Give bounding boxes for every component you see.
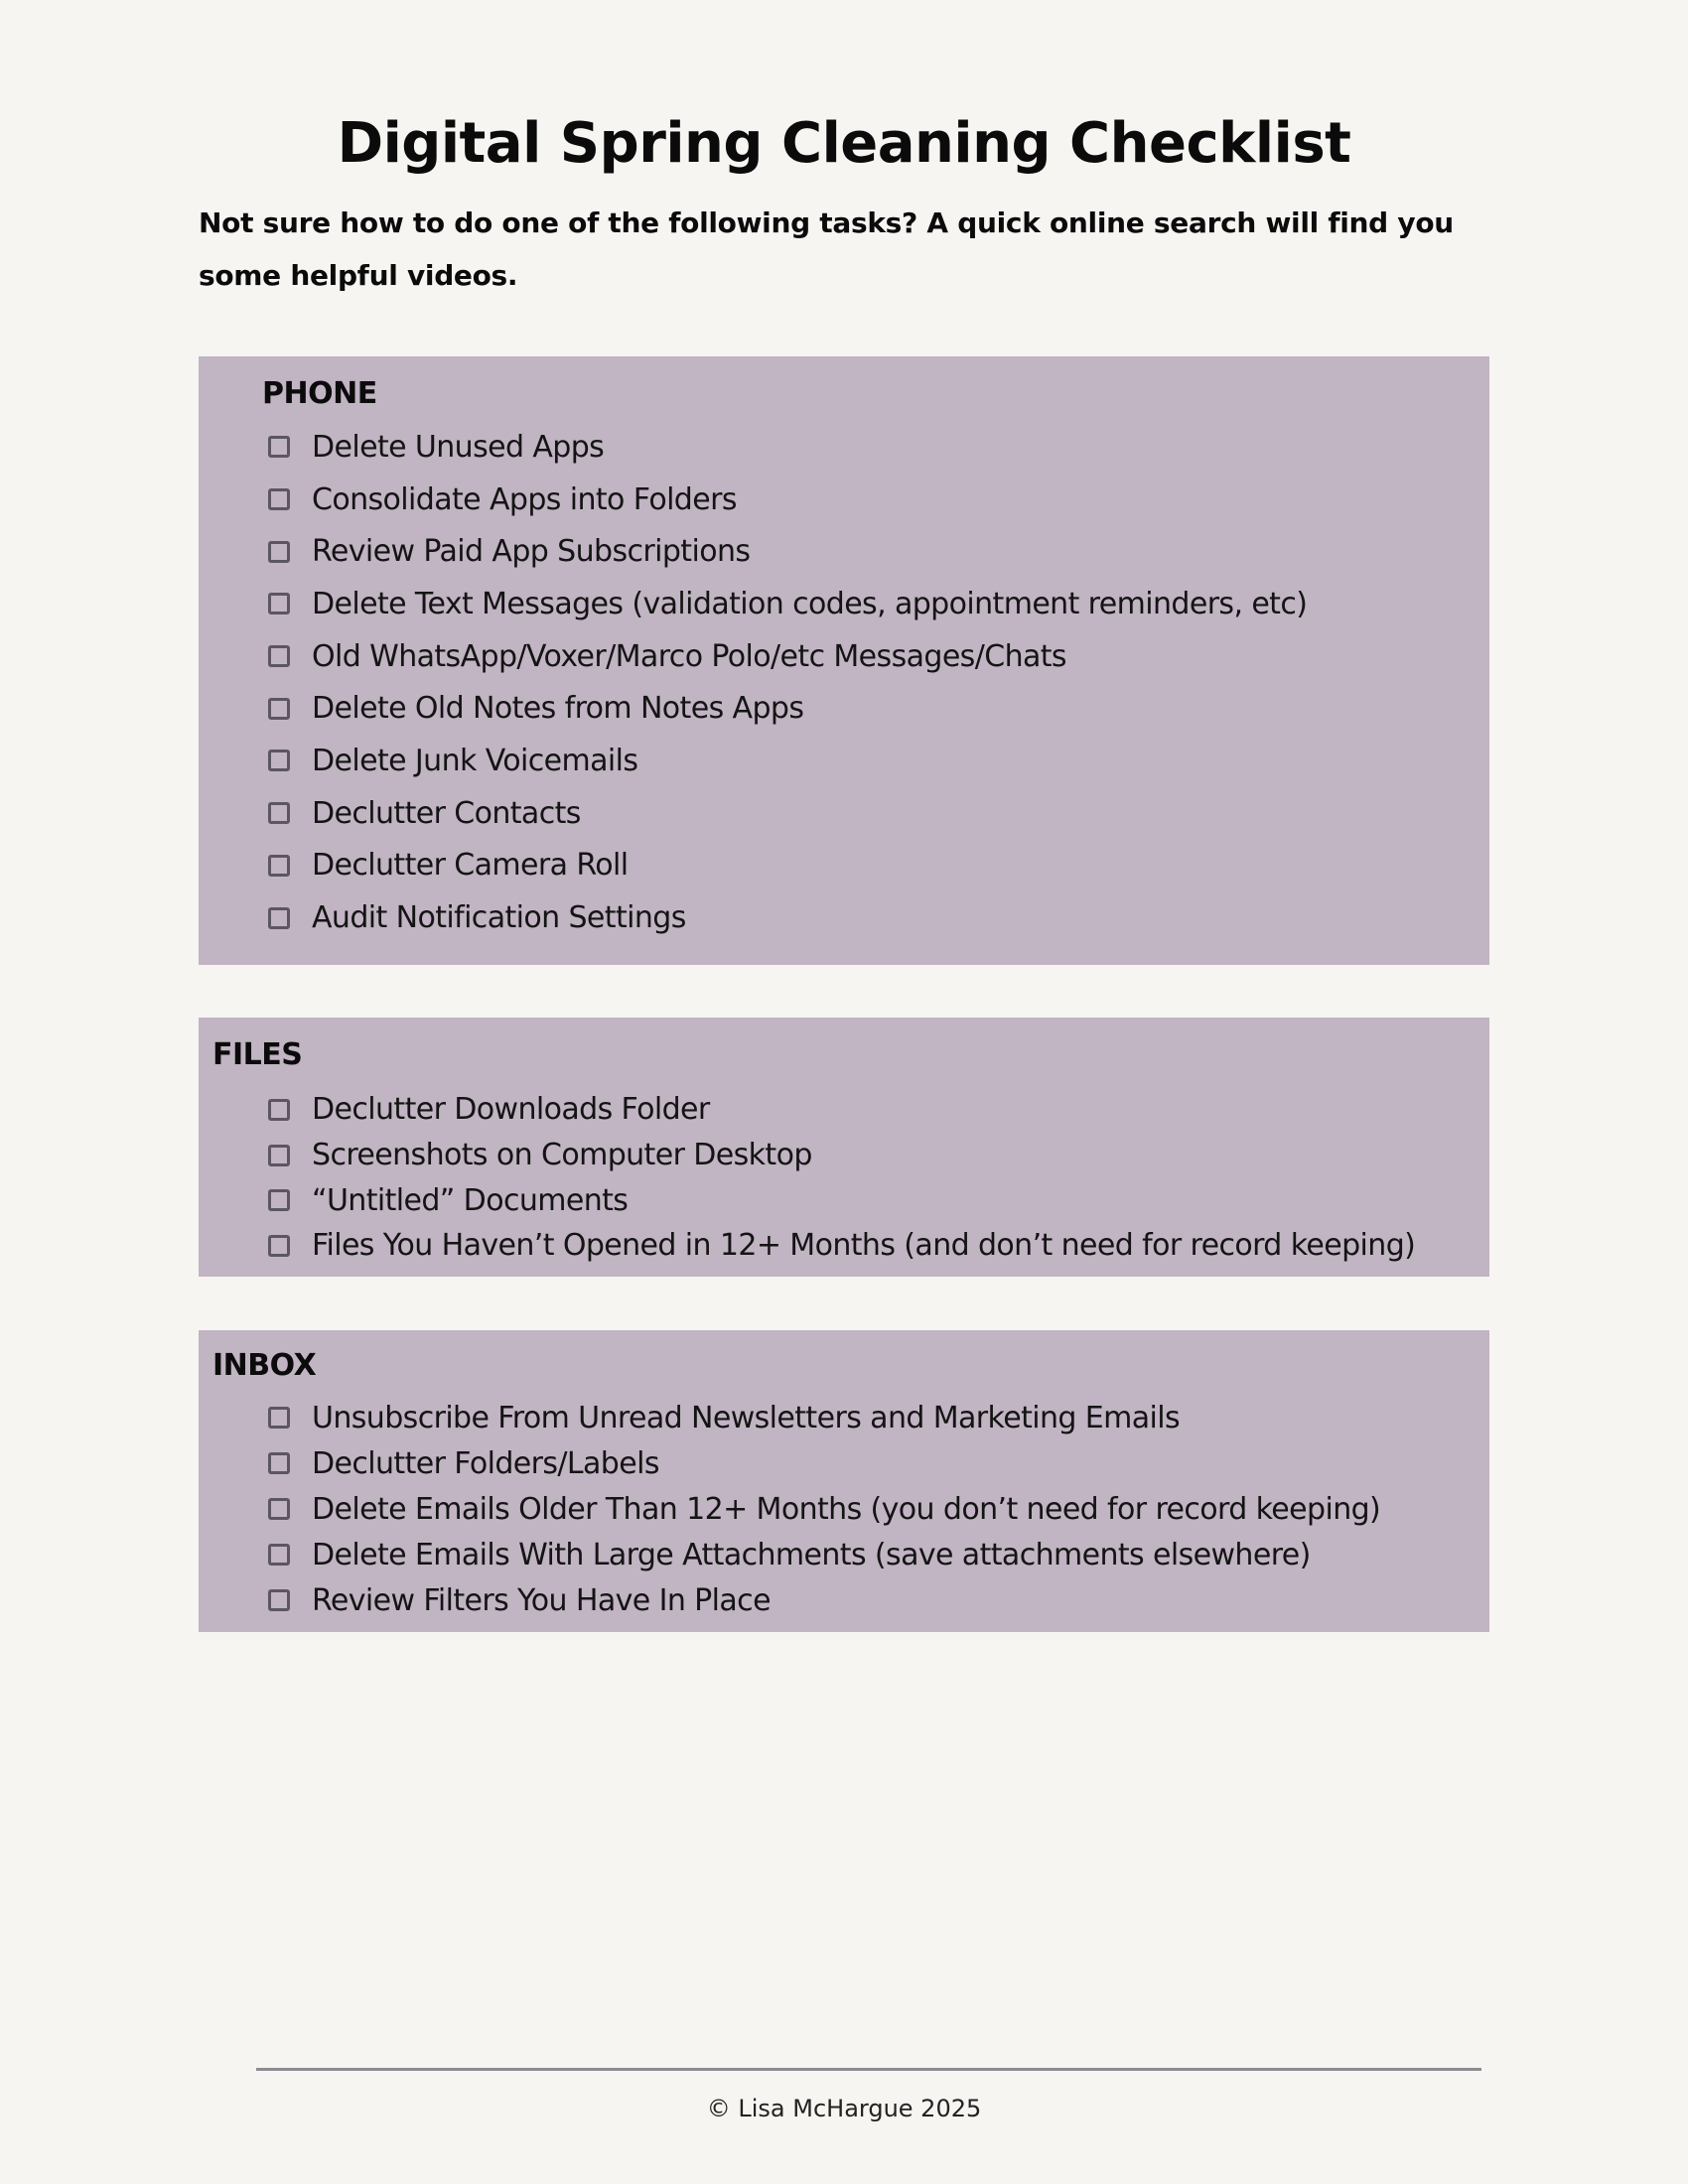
checkbox[interactable] xyxy=(268,488,290,510)
checklist-item-label: Old WhatsApp/Voxer/Marco Polo/etc Messages/Chats xyxy=(312,638,1066,674)
checkbox[interactable] xyxy=(268,1145,290,1166)
checklist-item xyxy=(268,840,1307,892)
checklist-item xyxy=(268,1486,1380,1532)
checklist-item xyxy=(268,1395,1380,1440)
checklist-item-label: Delete Text Messages (validation codes, appointment reminders, etc) xyxy=(312,586,1308,621)
checklist-item xyxy=(268,787,1307,840)
checklist-item xyxy=(268,1177,1415,1223)
checklist-phone xyxy=(268,421,1307,944)
checklist-item-label: Declutter Downloads Folder xyxy=(312,1092,710,1128)
checklist-item-label: Delete Junk Voicemails xyxy=(312,743,638,778)
checkbox[interactable] xyxy=(268,436,290,458)
checkbox[interactable] xyxy=(268,1407,290,1429)
checklist-item xyxy=(268,1440,1380,1486)
checkbox[interactable] xyxy=(268,1099,290,1121)
checkbox[interactable] xyxy=(268,1498,290,1520)
checkbox[interactable] xyxy=(268,802,290,824)
section-files xyxy=(199,1018,1489,1277)
checklist-item-label: Review Filters You Have In Place xyxy=(312,1582,771,1618)
checkbox[interactable] xyxy=(268,1589,290,1611)
checklist-item xyxy=(268,1223,1415,1269)
checklist-item-label: Declutter Folders/Labels xyxy=(312,1445,659,1481)
checkbox[interactable] xyxy=(268,1189,290,1211)
checklist-item-label: Files You Haven’t Opened in 12+ Months (and don’t need for record keeping) xyxy=(312,1228,1416,1264)
section-heading: PHONE xyxy=(262,376,377,411)
checklist-item xyxy=(268,421,1307,474)
checklist-item-label: Delete Emails Older Than 12+ Months (you don’t need for record keeping) xyxy=(312,1491,1381,1527)
checkbox[interactable] xyxy=(268,541,290,563)
checklist-item-label: Review Paid App Subscriptions xyxy=(312,534,751,570)
checklist-item xyxy=(268,891,1307,944)
page-title: Digital Spring Cleaning Checklist xyxy=(337,111,1351,176)
footer-copyright: © Lisa McHargue 2025 xyxy=(706,2095,982,2122)
section-inbox xyxy=(199,1330,1489,1632)
checkbox[interactable] xyxy=(268,645,290,667)
footer-divider xyxy=(256,2068,1481,2071)
checklist-item xyxy=(268,1577,1380,1623)
checklist-item xyxy=(268,578,1307,630)
checklist-item xyxy=(268,1087,1415,1133)
checkbox[interactable] xyxy=(268,907,290,929)
checkbox[interactable] xyxy=(268,1452,290,1474)
checklist-item xyxy=(268,525,1307,578)
checklist-inbox xyxy=(268,1395,1380,1623)
checklist-item xyxy=(268,630,1307,683)
checklist-item-label: Declutter Contacts xyxy=(312,795,581,831)
checklist-item-label: Consolidate Apps into Folders xyxy=(312,481,737,517)
checkbox[interactable] xyxy=(268,855,290,877)
checklist-files xyxy=(268,1087,1415,1269)
checkbox[interactable] xyxy=(268,593,290,614)
checkbox[interactable] xyxy=(268,1544,290,1566)
checklist-item xyxy=(268,474,1307,526)
checklist-item-label: Declutter Camera Roll xyxy=(312,848,629,884)
checklist-item xyxy=(268,735,1307,787)
section-heading: INBOX xyxy=(212,1348,317,1383)
checklist-item-label: Delete Emails With Large Attachments (save attachments elsewhere) xyxy=(312,1537,1311,1572)
section-heading: FILES xyxy=(212,1037,303,1072)
checklist-item-label: Delete Old Notes from Notes Apps xyxy=(312,691,804,727)
checkbox[interactable] xyxy=(268,698,290,720)
intro-text: Not sure how to do one of the following tasks? A quick online search will find you some helpful videos. xyxy=(199,206,1454,292)
checklist-item-label: “Untitled” Documents xyxy=(312,1182,629,1218)
checklist-item-label: Unsubscribe From Unread Newsletters and Marketing Emails xyxy=(312,1400,1181,1435)
checklist-item xyxy=(268,1133,1415,1178)
checklist-item-label: Delete Unused Apps xyxy=(312,429,605,465)
checklist-item xyxy=(268,682,1307,735)
checklist-item-label: Screenshots on Computer Desktop xyxy=(312,1138,812,1173)
checklist-item-label: Audit Notification Settings xyxy=(312,900,686,936)
section-phone xyxy=(199,356,1489,965)
checkbox[interactable] xyxy=(268,1235,290,1257)
checklist-item xyxy=(268,1532,1380,1577)
checkbox[interactable] xyxy=(268,750,290,771)
